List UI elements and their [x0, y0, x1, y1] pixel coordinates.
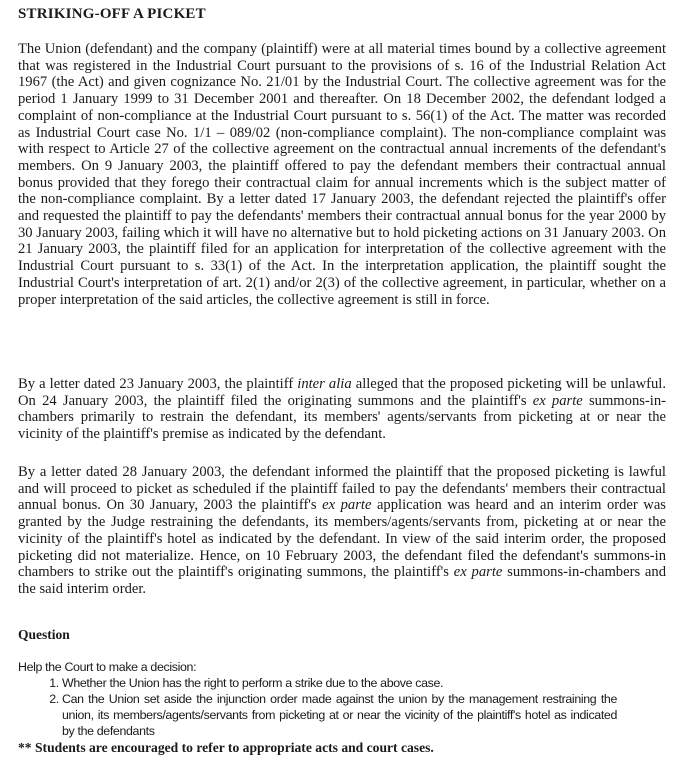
paragraph-interim-order [18, 464, 666, 598]
text: application was heard and an interim order was granted by the Judge restraining the defendants, its members/agents/servants from, picketing at or near the vicinity of the plaintiff's hotel as indicated by the defendant. In view of the said interim order, the proposed picketing did not materialize. Hence, on 10 February 2003, the defendant filed the defendant's summons-in chambers to strike out the plaintiff's originating summons, the plaintiff's [18, 497, 666, 581]
question-intro: Help the Court to make a decision: [18, 660, 197, 674]
italic-term: ex parte [532, 392, 583, 409]
paragraph-facts: The Union (defendant) and the company (plaintiff) were at all material times bound by a collective agreement that was registered in the Industrial Court pursuant to the provisions of s. 16 of the Industrial Relation Act 1967 (the Act) and given cognizance No. 21/01 by the Industrial Court. The collective agreement was for the period 1 January 1999 to 31 December 2001 and thereafter. On 18 December 2002, the defendant lodged a complaint of non-compliance at the Industrial Court pursuant to s. 56(1) of the Act. The matter was recorded as Industrial Court case No. 1/1 – 089/02 (non-compliance complaint). The non-compliance complaint was with respect to Article 27 of the collective agreement on the contractual annual increments of the defendant's members. On 9 January 2003, the plaintiff offered to pay the defendant members their contractual annual bonus provided that they forego their contractual claim for annual increments which is the subject matter of the non-compliance complaint. By a letter dated 17 January 2003, the defendant rejected the plaintiff's offer and requested the plaintiff to pay the defendants' members their contractual annual bonus for the year 2000 by 30 January 2003, failing which it will have no alternative but to hold picketing actions on 31 January 2003. On 21 January 2003, the plaintiff filed for an application for interpretation of the collective agreement with the Industrial Court pursuant to s. 33(1) of the Act. In the interpretation application, the plaintiff sought the Industrial Court's interpretation of art. 2(1) and/or 2(3) of the collective agreement, in particular, whether on a proper interpretation of the said articles, the collective agreement is still in force. [18, 41, 666, 308]
italic-term: ex parte [322, 497, 372, 514]
document-title: STRIKING-OFF A PICKET [18, 6, 206, 22]
italic-term: ex parte [453, 564, 503, 581]
question-item: 2. Can the Union set aside the injunction order made against the union by the management restraining the union, its members/agents/servants from picketing at or near the vicinity of the plaintiff's hotel as indicated by the defendants [62, 691, 617, 739]
question-heading: Question [18, 627, 70, 642]
students-note: ** Students are encouraged to refer to appropriate acts and court cases. [18, 740, 434, 755]
question-list [40, 675, 617, 739]
question-item: 1. Whether the Union has the right to perform a strike due to the above case. [62, 675, 617, 691]
paragraph-summons [18, 376, 666, 443]
text: summons-in-chambers primarily to restrain the defendant, its members' agents/servants from picketing at or near the vicinity of the plaintiff's premise as indicated by the defendant. [18, 392, 666, 443]
text: alleged that the proposed picketing will be unlawful. On 24 January 2003, the plaintiff filed the originating summons and the plaintiff's [18, 376, 666, 409]
text: By a letter dated 28 January 2003, the defendant informed the plaintiff that the proposed picketing is lawful and will proceed to picket as scheduled if the plaintiff failed to pay the defendants' members their contractual annual bonus. On 30 January, 2003 the plaintiff's [18, 464, 666, 514]
text: By a letter dated 23 January 2003, the plaintiff [18, 376, 298, 392]
text: summons-in-chambers and the said interim order. [18, 564, 666, 597]
italic-term: inter alia [297, 376, 352, 392]
